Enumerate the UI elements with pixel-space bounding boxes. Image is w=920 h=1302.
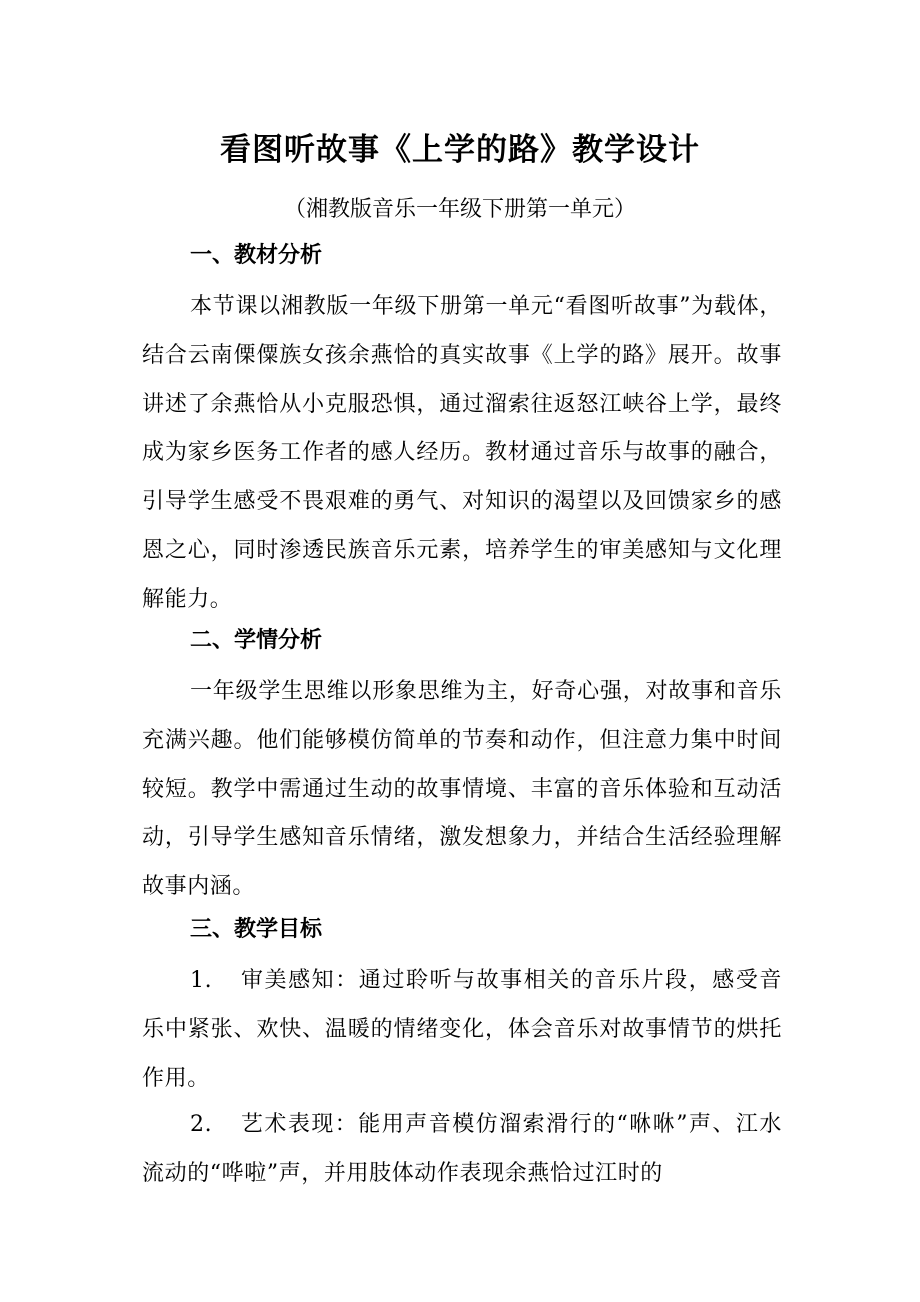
goal-item-1-text: 审美感知：通过聆听与故事相关的音乐片段，感受音乐中紧张、欢快、温暖的情绪变化，体会音乐对故事情节的烘托作用。 <box>142 968 782 1091</box>
goal-item-1-number: 1. <box>190 968 213 993</box>
goal-item-2 <box>142 1101 782 1199</box>
section-heading-student-analysis: 二、学情分析 <box>190 628 323 653</box>
section-heading-textbook-analysis: 一、教材分析 <box>190 243 323 268</box>
section-heading-teaching-goals: 三、教学目标 <box>190 917 323 942</box>
document-title: 看图听故事《上学的路》教学设计 <box>220 132 700 168</box>
section-paragraph-student-analysis: 一年级学生思维以形象思维为主，好奇心强，对故事和音乐充满兴趣。他们能够模仿简单的节奏和动作，但注意力集中时间较短。教学中需通过生动的故事情境、丰富的音乐体验和互动活动，引导学生感知音乐情绪，激发想象力，并结合生活经验理解故事内涵。 <box>142 679 782 900</box>
goal-item-2-text: 艺术表现：能用声音模仿溜索滑行的“咻咻”声、江水流动的“哗啦”声，并用肢体动作表现余燕恰过江时的 <box>142 1112 782 1186</box>
document-subtitle: （湘教版音乐一年级下册第一单元） <box>283 197 636 222</box>
goal-item-2-number: 2. <box>190 1112 213 1137</box>
goal-item-1 <box>142 957 782 1103</box>
section-paragraph-textbook-analysis: 本节课以湘教版一年级下册第一单元“看图听故事”为载体，结合云南傈僳族女孩余燕恰的真实故事《上学的路》展开。故事讲述了余燕恰从小克服恐惧，通过溜索往返怒江峡谷上学，最终成为家乡医务工作者的感人经历。教材通过音乐与故事的融合，引导学生感受不畏艰难的勇气、对知识的渴望以及回馈家乡的感恩之心，同时渗透民族音乐元素，培养学生的审美感知与文化理解能力。 <box>142 294 782 612</box>
